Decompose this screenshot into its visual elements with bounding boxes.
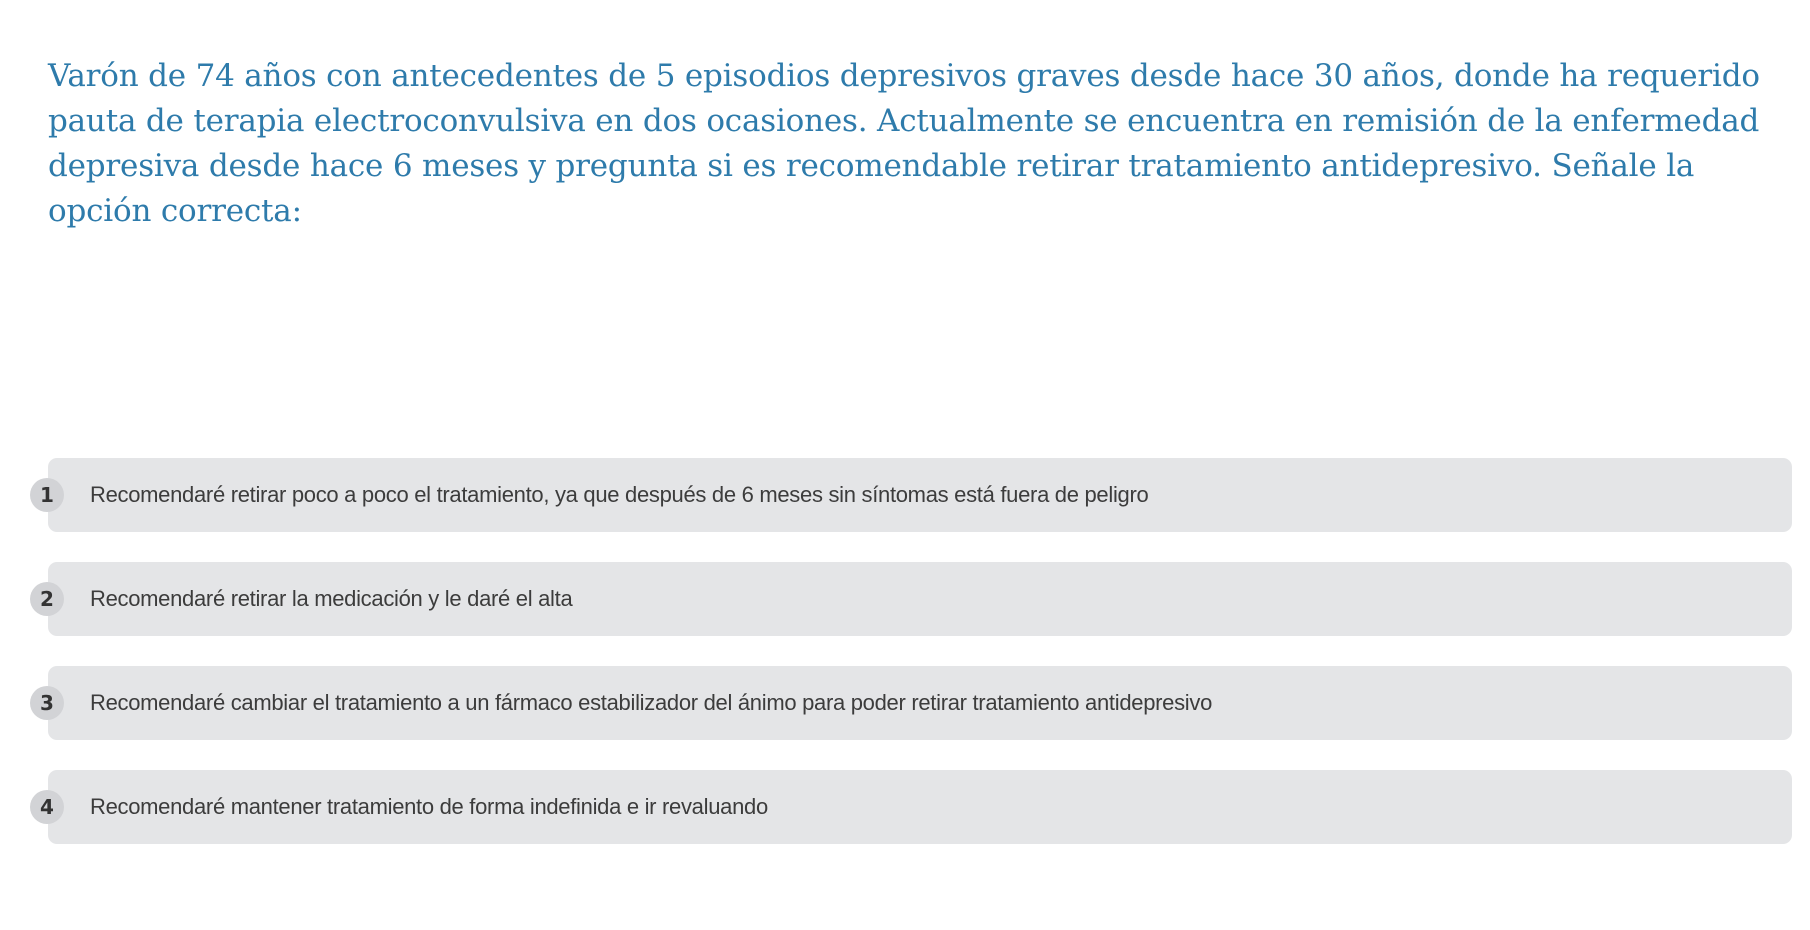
answer-option-4[interactable] — [30, 770, 1792, 844]
option-label: Recomendaré retirar la medicación y le daré el alta — [90, 586, 573, 611]
option-label: Recomendaré cambiar el tratamiento a un fármaco estabilizador del ánimo para poder retirar tratamiento antidepresivo — [90, 690, 1213, 715]
option-label: Recomendaré mantener tratamiento de forma indefinida e ir revaluando — [90, 794, 768, 819]
answer-option-2[interactable] — [30, 562, 1792, 636]
answer-options — [30, 458, 1792, 874]
option-number-badge: 3 — [30, 686, 64, 720]
answer-option-1[interactable] — [30, 458, 1792, 532]
option-number-badge: 4 — [30, 790, 64, 824]
option-number-badge: 2 — [30, 582, 64, 616]
option-label: Recomendaré retirar poco a poco el tratamiento, ya que después de 6 meses sin síntomas está fuera de peligro — [90, 482, 1149, 507]
question-text: Varón de 74 años con antecedentes de 5 episodios depresivos graves desde hace 30 años, donde ha requerido pauta de terapia electroconvulsiva en dos ocasiones. Actualmente se encuentra en remisión de la enfermedad depresiva desde hace 6 meses y pregunta si es recomendable retirar tratamiento antidepresivo. Señale la opción correcta: — [48, 58, 1760, 229]
option-number-badge: 1 — [30, 478, 64, 512]
answer-option-3[interactable] — [30, 666, 1792, 740]
